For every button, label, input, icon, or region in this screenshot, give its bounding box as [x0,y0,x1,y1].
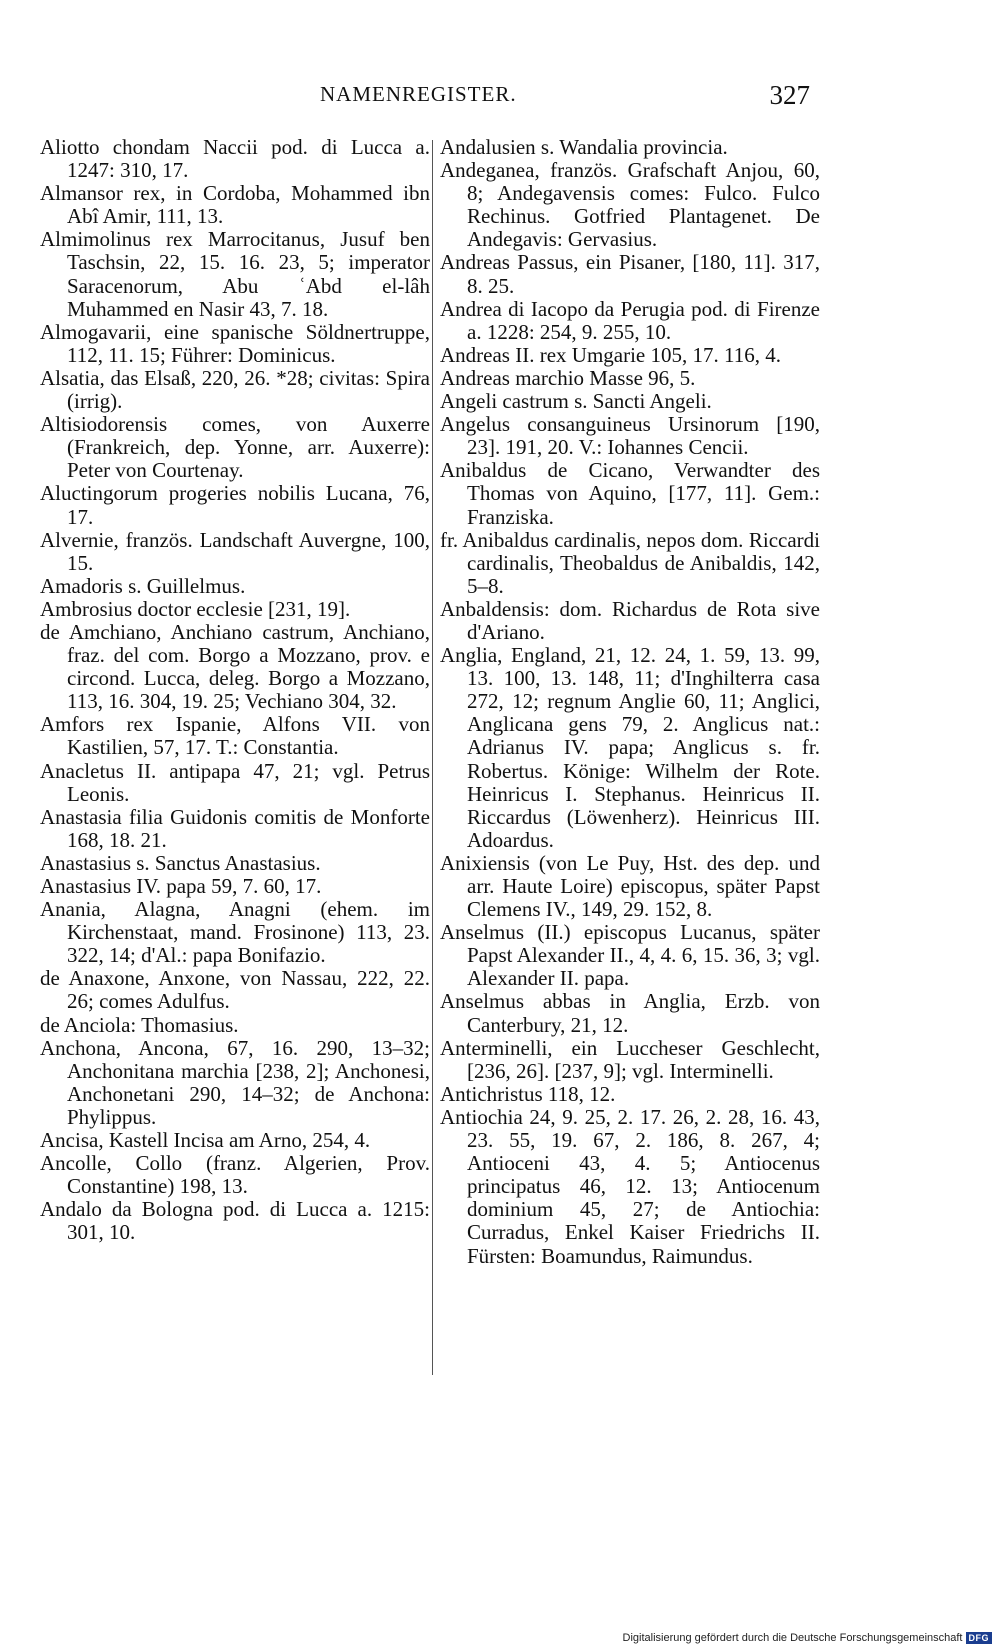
index-entry: Almimolinus rex Marrocitanus, Jusuf ben Taschsin, 22, 15. 16. 23, 5; imperator Saracenorum, Abu ʿAbd el-lâh Muhammed en Nasir 43, 7. 18. [40,227,430,321]
funding-note: Digitalisierung gefördert durch die Deutsche Forschungsgemeinschaft [622,1632,963,1644]
index-entry: Andalo da Bologna pod. di Lucca a. 1215: 301, 10. [40,1197,430,1245]
right-column [440,136,820,1268]
index-entry: fr. Anibaldus cardinalis, nepos dom. Riccardi cardinalis, Theobaldus de Anibaldis, 142, 5–8. [440,527,820,598]
index-entry: Antichristus 118, 12. [440,1081,616,1106]
digitization-footer [623,1632,992,1644]
column-divider [432,140,433,1375]
index-entry: de Amchiano, Anchiano castrum, Anchiano, fraz. del com. Borgo a Mozzano, prov. e circond. Lucca, deleg. Borgo a Mozzano, 113, 16. 304, 19. 25; Vechiano 304, 32. [40,619,430,714]
index-entry: Anselmus (II.) episcopus Lucanus, später Papst Alexander II., 4, 4. 6, 15. 36, 3; vgl. Alexander II. papa. [440,920,820,991]
index-entry: de Anciola: Thomasius. [40,1012,239,1037]
index-entry: Ambrosius doctor ecclesie [231, 19]. [40,596,351,621]
index-entry: Alsatia, das Elsaß, 220, 26. *28; civitas: Spira (irrig). [40,365,430,414]
index-entry: Andeganea, französ. Grafschaft Anjou, 60, 8; Andegavensis comes: Fulco. Fulco Rechinus. Gotfried Plantagenet. De Andegavis: Gervasius. [440,158,820,252]
index-entry: Amfors rex Ispanie, Alfons VII. von Kastilien, 57, 17. T.: Constantia. [40,712,430,760]
index-entry: Anchona, Ancona, 67, 16. 290, 13–32; Anchonitana marchia [238, 2]; Anchonesi, Anchonetani 290, 14–32; de Anchona: Phylippus. [40,1035,430,1129]
index-entry: Anselmus abbas in Anglia, Erzb. von Canterbury, 21, 12. [440,989,820,1037]
index-entry: Alvernie, französ. Landschaft Auvergne, 100, 15. [40,527,430,575]
running-title: NAMENREGISTER. [320,82,517,106]
index-entry: Anania, Alagna, Anagni (ehem. im Kirchenstaat, mand. Frosinone) 113, 23. 322, 14; d'Al.: papa Bonifazio. [40,897,430,968]
index-entry: Andalusien s. Wandalia provincia. [440,135,728,159]
dfg-logo: DFG [966,1632,993,1644]
index-entry: Angeli castrum s. Sancti Angeli. [440,389,712,414]
index-entry: Anastasia filia Guidonis comitis de Monforte 168, 18. 21. [40,804,430,852]
index-entry: Almansor rex, in Cordoba, Mohammed ibn Abî Amir, 111, 13. [40,181,430,229]
page-number: 327 [769,80,810,110]
page-header [40,82,810,122]
index-entry: Aluctingorum progeries nobilis Lucana, 76, 17. [40,481,430,529]
index-entry: Aliotto chondam Naccii pod. di Lucca a. 1247: 310, 17. [40,135,430,183]
index-entry: Andreas Passus, ein Pisaner, [180, 11]. 317, 8. 25. [440,250,820,298]
index-entry: Anglia, England, 21, 12. 24, 1. 59, 13. 99, 13. 100, 13. 148, 11; d'Inghilterra casa 272, 12; regnum Anglie 60, 11; Anglici, Anglicana gens 79, 2. Anglicus nat.: Adrianus IV. papa; Anglicus s. fr. Robertus. Könige: Wilhelm der Rote. Heinricus I. Stephanus. Heinricus II. Riccardus (Löwenherz). Heinricus III. Adoardus. [440,643,820,852]
index-entry: Andreas II. rex Umgarie 105, 17. 116, 4. [440,342,781,367]
index-entry: Ancolle, Collo (franz. Algerien, Prov. Constantine) 198, 13. [40,1151,430,1199]
index-entry: Altisiodorensis comes, von Auxerre (Frankreich, dep. Yonne, arr. Auxerre): Peter von Courtenay. [40,412,430,483]
index-entry: de Anaxone, Anxone, von Nassau, 222, 22. 26; comes Adulfus. [40,966,430,1014]
left-column [40,136,430,1245]
index-entry: Anastasius IV. papa 59, 7. 60, 17. [40,874,322,898]
index-entry: Angelus consanguineus Ursinorum [190, 23]. 191, 20. V.: Iohannes Cencii. [440,412,820,460]
index-entry: Anastasius s. Sanctus Anastasius. [40,850,321,875]
index-entry: Andreas marchio Masse 96, 5. [440,365,696,390]
index-entry: Anterminelli, ein Luccheser Geschlecht, [236, 26]. [237, 9]; vgl. Interminelli. [440,1035,820,1083]
index-entry: Anixiensis (von Le Puy, Hst. des dep. und arr. Haute Loire) episcopus, später Papst Clemens IV., 149, 29. 152, 8. [440,850,820,922]
index-entry: Anibaldus de Cicano, Verwandter des Thomas von Aquino, [177, 11]. Gem.: Franziska. [440,458,820,529]
index-entry: Amadoris s. Guillelmus. [40,573,246,598]
index-entry: Antiochia 24, 9. 25, 2. 17. 26, 2. 28, 16. 43, 23. 55, 19. 67, 2. 186, 8. 267, 4; Antioceni 43, 4. 5; Antiocenus principatus 46, 12. 13; Antiocenum dominium 45, 27; de Antiochia: Curradus, Enkel Kaiser Friedrichs II. Fürsten: Boamundus, Raimundus. [440,1104,820,1268]
index-entry: Almogavarii, eine spanische Söldnertruppe, 112, 11. 15; Führer: Dominicus. [40,319,430,367]
index-entry: Ancisa, Kastell Incisa am Arno, 254, 4. [40,1128,371,1153]
index-entry: Andrea di Iacopo da Perugia pod. di Firenze a. 1228: 254, 9. 255, 10. [440,296,820,344]
index-entry: Anacletus II. antipapa 47, 21; vgl. Petrus Leonis. [40,758,430,806]
index-entry: Anbaldensis: dom. Richardus de Rota sive d'Ariano. [440,596,820,644]
